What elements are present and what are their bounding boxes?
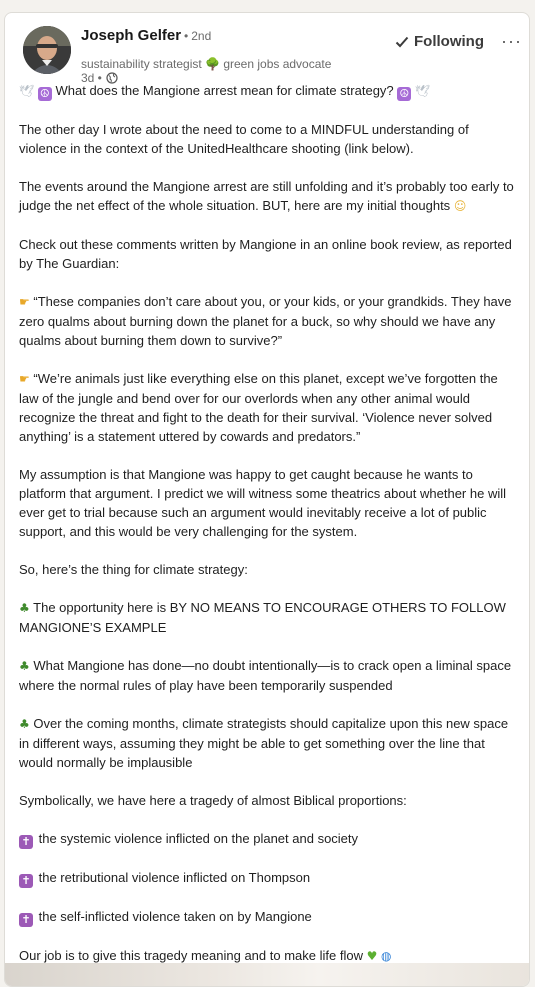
bullet-text: the self-inflicted violence taken on by Mangione bbox=[38, 909, 312, 924]
bullet-text: What Mangione has done—no doubt intentionally—is to crack open a liminal space where the normal rules of play have been temporarily suspended bbox=[19, 658, 512, 693]
bullet-point bbox=[19, 829, 517, 849]
bullet-text: the retributional violence inflicted on Thompson bbox=[38, 870, 311, 885]
cross-icon: ✝ bbox=[19, 874, 33, 888]
more-options-button[interactable]: ··· bbox=[501, 31, 522, 51]
quote-text: “We’re animals just like everything else on this planet, except we’ve forgotten the law of the jungle and bend over for our overlords when any other animal would recognize the threat and fight to the death for their survival. ‘Violence never solved anything’ is a statement uttered by cowards and predators.” bbox=[19, 371, 498, 444]
bullet-point bbox=[19, 598, 517, 637]
post-card bbox=[4, 12, 530, 987]
bullet-point bbox=[19, 656, 517, 695]
following-label: Following bbox=[414, 33, 484, 50]
cross-icon: ✝ bbox=[19, 913, 33, 927]
bullet-text: Over the coming months, climate strategists should capitalize upon this new space in different ways, assuming they might be able to get something over the line that would normally be implausible bbox=[19, 716, 509, 770]
author-row bbox=[81, 27, 211, 44]
quote bbox=[19, 292, 517, 350]
tree-icon: ♣ bbox=[19, 717, 30, 731]
post-time: 3d • bbox=[81, 71, 102, 85]
avatar-image bbox=[23, 26, 71, 74]
author-headline: sustainability strategist 🌳 green jobs advocate bbox=[81, 57, 332, 71]
post-title-line bbox=[19, 81, 517, 101]
green-heart-icon: ♥ bbox=[366, 949, 378, 963]
post-image-preview[interactable] bbox=[5, 963, 529, 987]
paragraph: Check out these comments written by Mangione in an online book review, as reported by The Guardian: bbox=[19, 237, 512, 271]
post-body bbox=[19, 81, 517, 985]
closing-text: Our job is to give this tragedy meaning and to make life flow bbox=[19, 948, 363, 963]
cross-icon: ✝ bbox=[19, 835, 33, 849]
paragraph bbox=[19, 177, 517, 216]
paragraph: The other day I wrote about the need to come to a MINDFUL understanding of violence in the context of the UnitedHealthcare shooting (link below). bbox=[19, 122, 469, 156]
author-name[interactable]: Joseph Gelfer bbox=[81, 27, 182, 44]
pointing-hand-icon: ☛ bbox=[19, 372, 30, 386]
paragraph: So, here’s the thing for climate strategy: bbox=[19, 562, 248, 577]
paragraph: My assumption is that Mangione was happy to get caught because he wants to platform that argument. I predict we will witness some theatrics about whether he will ever get to trial because such an argument would inevitably receive a lot of public support, and this would be very challenging for the system. bbox=[19, 467, 506, 539]
peace-icon: ☮ bbox=[38, 87, 52, 101]
dove-icon: 🕊 bbox=[19, 84, 35, 98]
pointing-hand-icon: ☛ bbox=[19, 295, 30, 309]
tree-icon: ♣ bbox=[19, 659, 30, 673]
quote bbox=[19, 369, 517, 446]
checkmark-icon bbox=[395, 35, 409, 49]
thinking-face-icon: ☺ bbox=[453, 199, 467, 213]
bullet-point bbox=[19, 907, 517, 927]
tree-icon: ♣ bbox=[19, 601, 30, 615]
peace-icon: ☮ bbox=[397, 87, 411, 101]
quote-text: “These companies don’t care about you, or your kids, or your grandkids. They have zero qualms about burning down the planet for a buck, so why should we have any qualms about burning them down to survive?” bbox=[19, 294, 512, 348]
post-header bbox=[5, 13, 529, 85]
following-button[interactable] bbox=[395, 33, 484, 50]
earth-globe-icon: ◍ bbox=[380, 949, 392, 963]
bullet-point bbox=[19, 714, 517, 772]
avatar[interactable] bbox=[23, 26, 71, 74]
paragraph: Symbolically, we have here a tragedy of almost Biblical proportions: bbox=[19, 793, 407, 808]
connection-degree: 2nd bbox=[191, 29, 212, 43]
separator-dot: • bbox=[184, 29, 189, 43]
bullet-text: The opportunity here is BY NO MEANS TO ENCOURAGE OTHERS TO FOLLOW MANGIONE’S EXAMPLE bbox=[19, 600, 506, 635]
bullet-point bbox=[19, 868, 517, 888]
bullet-text: the systemic violence inflicted on the planet and society bbox=[38, 831, 359, 846]
dove-icon: 🕊 bbox=[414, 84, 431, 98]
paragraph-text: The events around the Mangione arrest are still unfolding and it’s probably too early to judge the net effect of the whole situation. BUT, here are my initial thoughts bbox=[19, 179, 514, 213]
post-title: What does the Mangione arrest mean for climate strategy? bbox=[55, 83, 394, 98]
